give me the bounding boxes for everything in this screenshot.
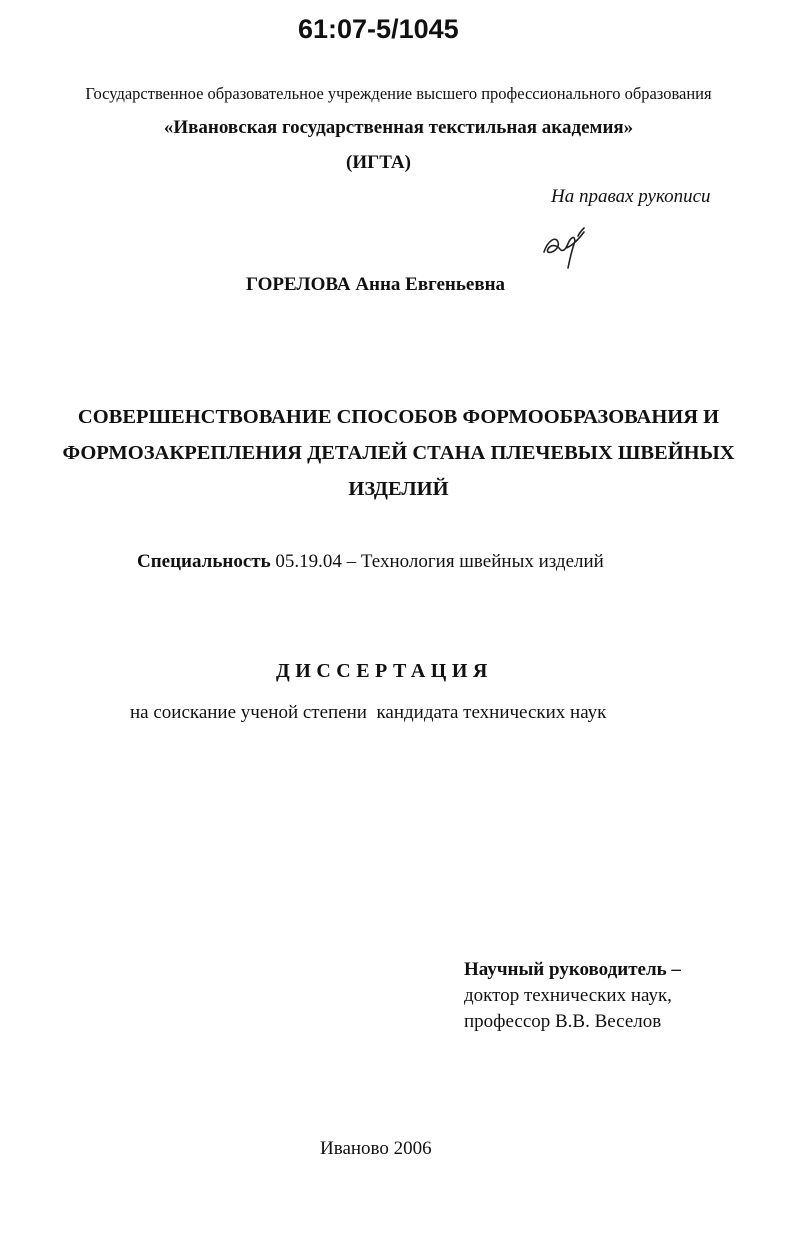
- institution-name: Государственное образовательное учреждение высшего профессионального образования: [85, 84, 712, 103]
- author-surname: ГОРЕЛОВА: [246, 274, 351, 295]
- specialty: [137, 551, 604, 573]
- supervisor-name: профессор В.В. Веселов: [464, 1011, 662, 1032]
- dissertation-title: [0, 399, 797, 507]
- specialty-label: Специальность: [137, 551, 271, 572]
- specialty-value: 05.19.04 – Технология швейных изделий: [275, 551, 604, 572]
- academy-name: «Ивановская государственная текстильная академия»: [163, 117, 634, 138]
- supervisor-label: Научный руководитель –: [464, 959, 681, 980]
- supervisor-block: [464, 957, 681, 1035]
- title-line: СОВЕРШЕНСТВОВАНИЕ СПОСОБОВ ФОРМООБРАЗОВАНИЯ И: [77, 406, 720, 428]
- degree-line: на соискание ученой степени кандидата технических наук: [130, 702, 607, 723]
- city-year: Иваново 2006: [320, 1138, 432, 1159]
- document-type-heading: ДИССЕРТАЦИЯ: [276, 660, 493, 682]
- academy-abbreviation: (ИГТА): [346, 152, 411, 173]
- handwritten-signature-icon: [538, 222, 588, 277]
- document-code: 61:07-5/1045: [298, 14, 459, 44]
- manuscript-rights-note: На правах рукописи: [551, 186, 711, 207]
- supervisor-degree: доктор технических наук,: [464, 985, 672, 1006]
- title-line: ИЗДЕЛИЙ: [348, 478, 449, 500]
- author-given-names: Анна Евгеньевна: [355, 274, 506, 295]
- author-name: [246, 274, 505, 296]
- title-line: ФОРМОЗАКРЕПЛЕНИЯ ДЕТАЛЕЙ СТАНА ПЛЕЧЕВЫХ ШВЕЙНЫХ: [62, 442, 735, 464]
